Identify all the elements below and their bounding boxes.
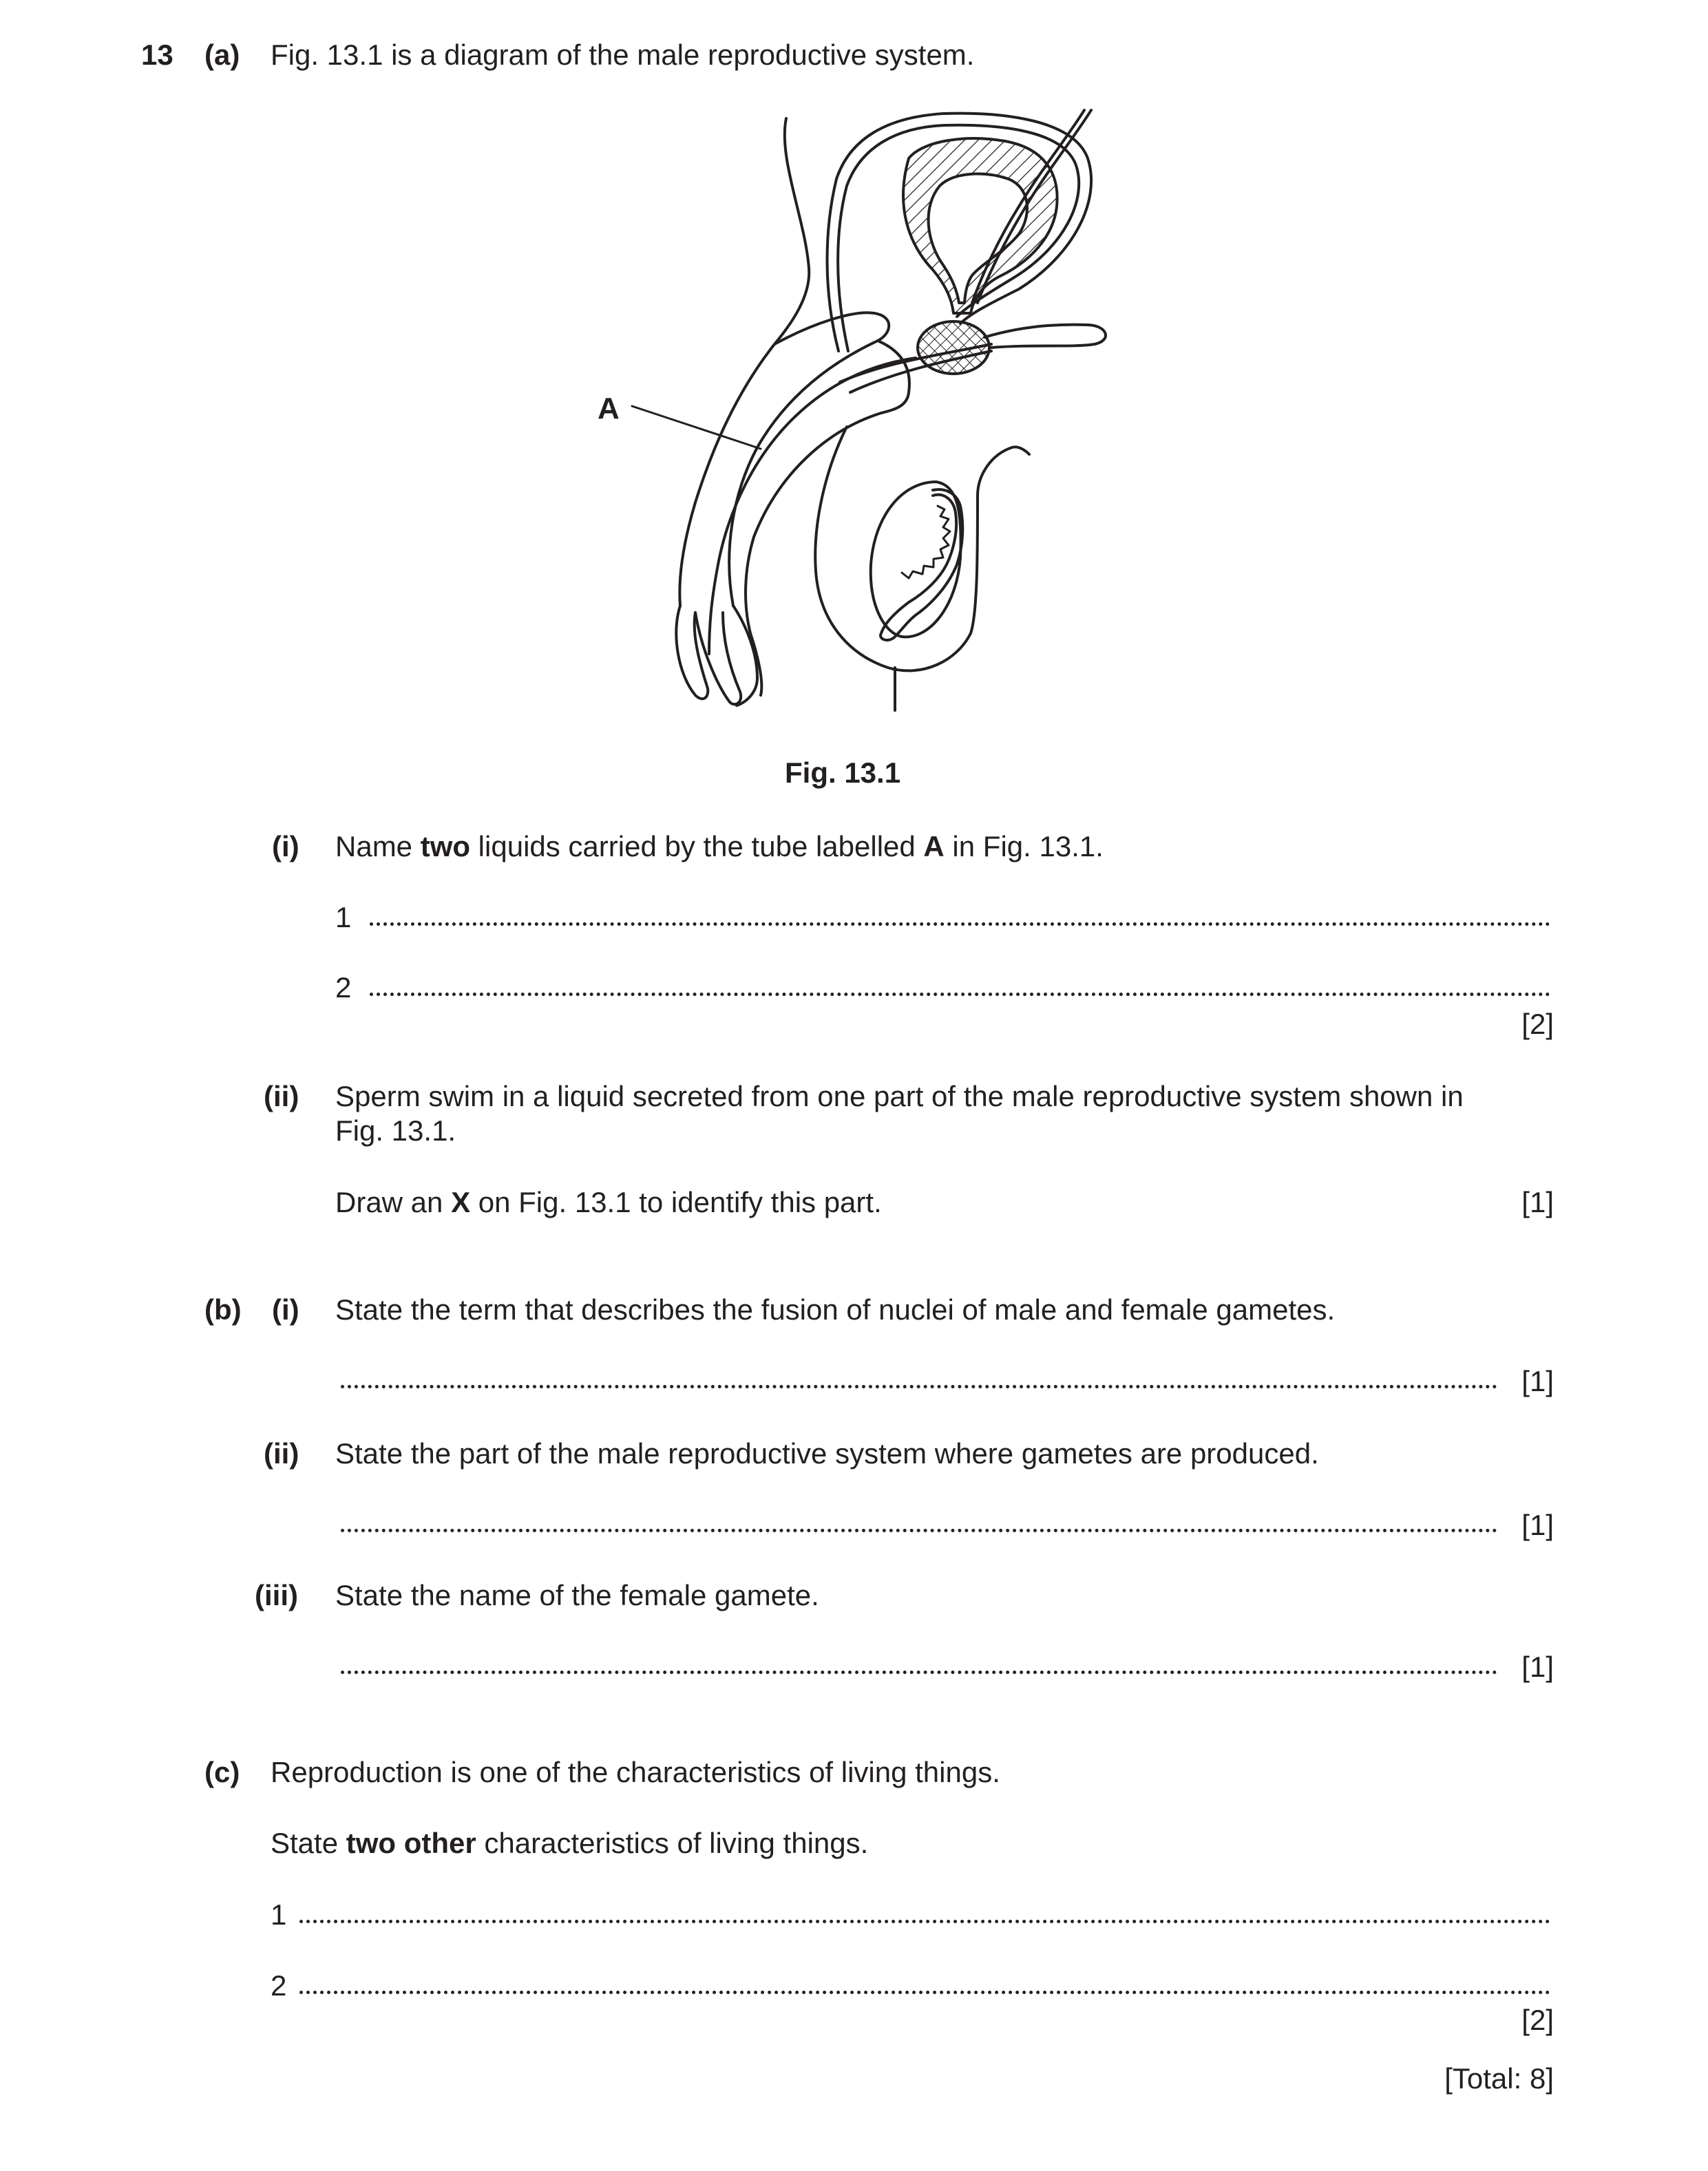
part-a-ii-text-line2: Fig. 13.1. bbox=[335, 1114, 456, 1147]
part-a-i-label: (i) bbox=[272, 830, 299, 862]
glans bbox=[676, 606, 708, 699]
part-b-i-question: State the term that describes the fusion of nuclei of male and female gametes. bbox=[335, 1293, 1336, 1326]
answer-line-a-i-2[interactable] bbox=[370, 993, 1550, 996]
answer-number-c-2: 2 bbox=[271, 1969, 287, 2002]
part-b-ii-label: (ii) bbox=[264, 1437, 299, 1470]
marks-b-i: [1] bbox=[1521, 1365, 1554, 1397]
answer-line-b-ii[interactable] bbox=[341, 1529, 1497, 1532]
answer-number-c-1: 1 bbox=[271, 1898, 287, 1931]
answer-number-1: 1 bbox=[335, 901, 352, 933]
answer-line-c-2[interactable] bbox=[299, 1991, 1550, 1994]
part-a-label: (a) bbox=[204, 39, 240, 71]
label-a: A bbox=[598, 392, 620, 425]
urethra-inner bbox=[709, 358, 916, 654]
part-a-intro: Fig. 13.1 is a diagram of the male reproductive system. bbox=[271, 39, 975, 71]
epididymis bbox=[881, 489, 962, 640]
part-b-label: (b) bbox=[204, 1293, 242, 1326]
answer-line-b-iii[interactable] bbox=[341, 1671, 1497, 1674]
part-a-ii-text-line1: Sperm swim in a liquid secreted from one part of the male reproductive system shown in bbox=[335, 1080, 1464, 1112]
part-c-text: Reproduction is one of the characteristics of living things. bbox=[271, 1756, 1000, 1788]
part-c-label: (c) bbox=[204, 1756, 240, 1788]
marks-a-i: [2] bbox=[1521, 1008, 1554, 1040]
answer-line-b-i[interactable] bbox=[341, 1385, 1497, 1388]
part-a-ii-instruction: Draw an X on Fig. 13.1 to identify this part. bbox=[335, 1186, 882, 1218]
total-marks: [Total: 8] bbox=[1444, 2062, 1554, 2095]
penis-shaft-front bbox=[746, 341, 909, 633]
scrotum bbox=[815, 427, 1029, 670]
penis-shaft-outer bbox=[729, 313, 889, 606]
answer-line-a-i-1[interactable] bbox=[370, 922, 1550, 926]
part-b-i-label: (i) bbox=[272, 1293, 299, 1326]
male-reproductive-system-diagram bbox=[578, 96, 1143, 730]
seminal-vesicle bbox=[984, 325, 1106, 348]
part-b-ii-question: State the part of the male reproductive system where gametes are produced. bbox=[335, 1437, 1319, 1470]
marks-b-iii: [1] bbox=[1521, 1651, 1554, 1683]
question-number: 13 bbox=[141, 39, 173, 71]
body-outline-front bbox=[679, 118, 809, 606]
answer-number-2: 2 bbox=[335, 971, 352, 1004]
marks-a-ii: [1] bbox=[1521, 1186, 1554, 1218]
part-a-i-question: Name two liquids carried by the tube labelled A in Fig. 13.1. bbox=[335, 830, 1104, 862]
part-b-iii-question: State the name of the female gamete. bbox=[335, 1579, 819, 1611]
part-b-iii-label: (iii) bbox=[255, 1579, 298, 1611]
marks-c: [2] bbox=[1521, 2004, 1554, 2036]
part-a-ii-label: (ii) bbox=[264, 1080, 299, 1112]
marks-b-ii: [1] bbox=[1521, 1509, 1554, 1541]
part-c-instruction: State two other characteristics of living things. bbox=[271, 1827, 869, 1859]
figure-caption: Fig. 13.1 bbox=[785, 756, 901, 789]
answer-line-c-1[interactable] bbox=[299, 1920, 1550, 1923]
